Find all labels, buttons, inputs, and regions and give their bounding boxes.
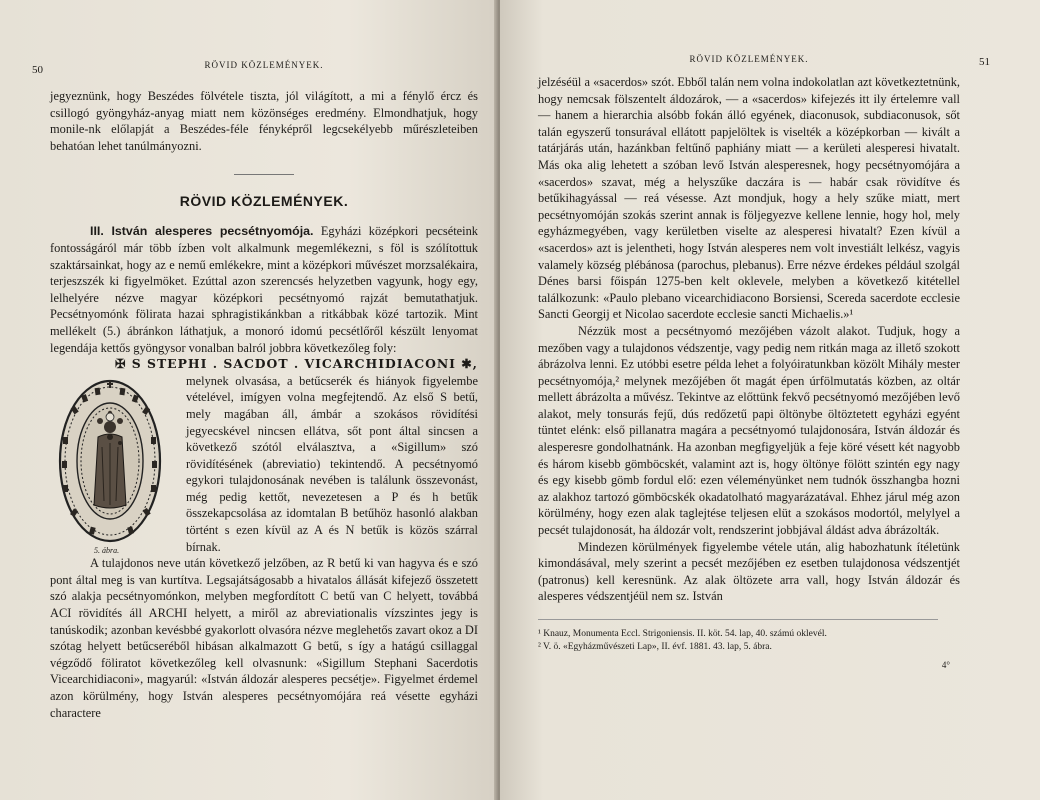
article-title: III. István alesperes pecsétnyomója. — [90, 224, 314, 239]
running-head-text-left: RÖVID KÖZLEMÉNYEK. — [204, 60, 324, 70]
running-head-right — [538, 54, 990, 68]
article-paragraph-2: melynek olvasása, a betűcserék és hiányok figyelembe vételével, imígyen volna megfejtendő. Az első S betű, mely magában áll, ámbár a szokásos rövidítési jegyecskével nincsen ellátva, sőt pont által sincsen a következő szótól elválasztva, a «Sigillum» szó rövidítésének (abreviatio) tekintendő. A pecsétnyomó egykori tulajdonosának nevében is találunk összevonást, még pedig kettőt, nevezetesen a P és h betűk összekapcsolása az idomtalan B betűhöz hasonló alakban történt s ezen kívül az A és N betűk is közös szárral bírnak. — [186, 373, 478, 554]
footnote-2: ² V. ö. «Egyházművészeti Lap», II. évf. 1881. 43. lap, 5. ábra. — [538, 642, 772, 652]
page-number-left: 50 — [32, 64, 43, 76]
footnotes — [538, 619, 938, 654]
intro-paragraph: jegyeznünk, hogy Beszédes fölvétele tiszta, jól világított, a mi a fénylő ércz és csillogó gyöngyház-anyag miatt nem közönséges eredmény. Elmondhatjuk, hogy monile-nk előlapját a Beszédes-féle fényképről legcsekélyebb műrészleteiben behatóan lehet tanúlmányozni. — [50, 89, 478, 153]
page-number-right: 51 — [979, 56, 990, 68]
section-title: RÖVID KÖZLEMÉNYEK. — [179, 193, 349, 210]
section-divider — [234, 174, 294, 175]
article-text-1: Egyházi középkori pecséteink fontosságáról már több ízben volt alkalmunk megemlékezni, s föl is szólítottuk szaktársainkat, hogy az e nemű emlékekre, mint a középkori művészet morzsalékaira, terjeszszék ki figyelmöket. Ezúttal azon szerencsés helyzetben vagyunk, hogy egy, lelhelyére nézve magyar középkori pecsétnyomó rajzát bemutathatjuk. Pecsétnyomónk fölirata hazai sphragistikánkban a ritkábbak közé tartozik. Mint mellékelt (5.) ábránkon láthatjuk, a monoró idomú pecsétlőről készült lenyomat legendája kettős gyöngysor vonalban balról jobbra következőleg foly: — [50, 224, 478, 355]
right-paragraph-1: jelzéséül a «sacerdos» szót. Ebből talán nem volna indokolatlan azt következtetnünk, hogy nemcsak fölszentelt áldozárok, — a «sacerdos» kifejezés itt ily értelemre vall — hanem a hierarchia alsóbb fokán álló egyének, diaconusok, subdiaconusok, sőt talán egyszerű tonsurával ellátott papjelöltek is viselték a középkorban — kivált a tatárjárás után, hazánkban feltűnő paphiány miatt — a kerületi alesperesi hivatalt. Más oka alig lehetett a szóban levő István alesperesnek, hogy pecsétnyomójára a «sacerdos» szavat, még a helyszűke daczára is — habár csak rövidítve és betűkihagyással — reá vésesse. Azt mondjuk, hogy a hely szűke miatt, mert pecsétnyomóján szokás szerint annak is följegyezve kellene lennie, hogy hol, mely egyházmegyében, vagy kerületben viselte az alesperesi hivatalt? Ezen kívül a «sacerdos» azt is jelentheti, hogy István alesperes nem volt investiált lelkész, vagyis valamely község plébánosa (parochus, plebanus). Erre nézve érdekes például szolgál Dénes barsi főispán 1275-ben kelt oklevele, melyben a következő kitétellel találkozunk: «Paulo plebano vicearchidiacono Borsiensi, Scereda sacerdote ecclesie Sancti Georgij et Nicolao sacerdote ecclesie sancti Michaelis.»¹ — [538, 75, 960, 322]
seal-legend-line — [50, 356, 478, 373]
seal-drawing — [50, 377, 176, 545]
figure-caption: 5. ábra. — [94, 545, 120, 555]
footnote-1: ¹ Knauz, Monumenta Eccl. Strigoniensis. II. köt. 54. lap, 40. számú oklevél. — [538, 629, 827, 639]
running-head-text-right: RÖVID KÖZLEMÉNYEK. — [689, 54, 809, 64]
signature-mark: 4° — [941, 660, 950, 670]
running-head-left — [32, 60, 478, 76]
article-paragraph-3: A tulajdonos neve után következő jelzőben, az R betű ki van hagyva és e szó pont által meg is van kurtítva. Legsajátságosabb a hivatalos állását kifejező összetett szó alakja pecsétnyomónkon, melyben megfordított C betű van C helyett, továbbá ACI rövidítés áll ARCHI helyett, a miről az abreviationalis vízszintes jegy is tanúskodik; azonban kevésbbé gyakorlott olvasóra nézve meglehetős zavart okoz a DI szótag helyett betűcseréből hibásan alkalmazott G betű, s így a hatágú csillaggal végződő föliratot következőleg kell olvasnunk: «Sigillum Stephani Sacerdotis Vicearchidiaconi», magyarúl: «István áldozár alesperes pecsétje». Figyelmet érdemel azon körülmény, hogy István alesperes pecsétnyomójára reá vésette egyházi charactere — [50, 556, 478, 720]
right-paragraph-3: Mindezen körülmények figyelembe vétele után, alig habozhatunk ítéletünk kimondásával, mely szerint a pecsét mezőjében ez esetben tulajdonosa védszentjét (patronus) kell keresnünk. Az alak öltözete arra vall, hogy István áldozár és alesperes védszentjéül nem sz. István — [538, 539, 960, 604]
left-page — [0, 0, 498, 800]
article-paragraph-1 — [50, 223, 478, 356]
seal-figure — [50, 377, 176, 553]
right-page — [500, 0, 1040, 800]
seal-legend: ✠ S STEPHI . SACDOT . VICARCHIDIACONI ✱, — [115, 356, 478, 372]
right-paragraph-2: Nézzük most a pecsétnyomó mezőjében vázolt alakot. Tudjuk, hogy a mezőben vagy a tulajdonos védszentje, vagy pedig nem ritkán maga az illető szokott ábrázolva lenni. Ez utóbbi esetre példa lehet a folyóiratunkban közölt Mihály mester pecsétnyomója,² melynek mezőjében őt magát épen úrfölmutatás közben, az oltár mellett ábrázolta a művész. Tekintve az előttünk fekvő pecsétnyomó mezőjében levő alakot, mely tonsurás fejű, dús redőzetű papi öltönybe öltöztetett egyházi egyént tüntet elénk: első pillanatra magára a pecsétnyomó tulajdonosára, István áldozár és alesperesre gondolhatnánk. Ha azonban megfigyeljük a feje köré vésett két nagyobb és három kisebb gömböcskét, valamint azt is, hogy öltönye fölött szintén egy nagy és egy kisebb gömb fordul elő: ezen véleményünket nem tudnók összhangba hozni az alakhoz tartozó gömböcskék okadatolható magyarázatával. Ehhez járul még azon körülmény, hogy ezen alak taglejtése teljesen elüt a szokásos modortól, melylyel a pecsét tulajdonosát, ha áldozár volt, rendszerint jobbjával áldást adva ábrázolták. — [538, 323, 960, 538]
